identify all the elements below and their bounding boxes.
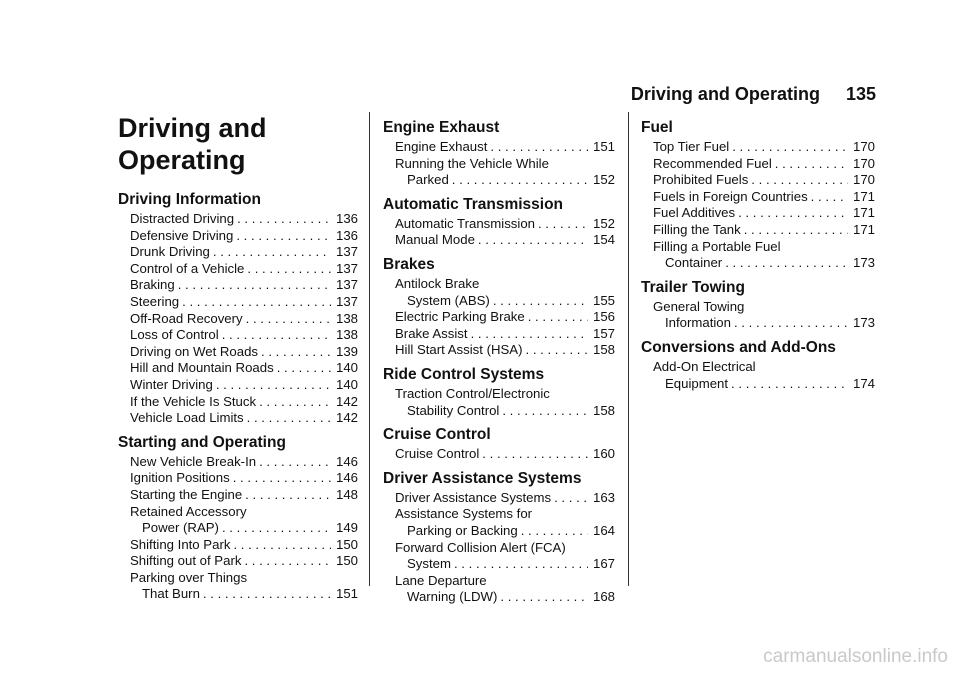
- leader-dots: [452, 172, 588, 189]
- toc-entry-text: Stability Control: [407, 402, 500, 418]
- leader-dots: [454, 556, 588, 573]
- toc-entry-text: Add-On Electrical: [653, 358, 756, 374]
- toc-entry[interactable]: [641, 172, 875, 189]
- toc-entry[interactable]: [118, 537, 358, 554]
- toc-page-number: 152: [592, 172, 615, 188]
- toc-column-1: [118, 112, 358, 603]
- toc-page-number: 137: [335, 260, 358, 276]
- leader-dots: [471, 326, 588, 343]
- toc-page-number: 148: [335, 486, 358, 502]
- toc-page-number: 140: [335, 376, 358, 392]
- toc-entry[interactable]: [641, 239, 875, 272]
- toc-entry-text: Antilock Brake: [395, 275, 480, 291]
- leader-dots: [731, 376, 848, 393]
- toc-page-number: 168: [592, 589, 615, 605]
- chapter-title: Driving and Operating: [118, 113, 267, 175]
- leader-dots: [502, 403, 588, 420]
- toc-entry[interactable]: [118, 311, 358, 328]
- toc-entry[interactable]: [383, 506, 615, 539]
- leader-dots: [261, 344, 331, 361]
- leader-dots: [554, 490, 588, 507]
- toc-page-number: 142: [335, 410, 358, 426]
- toc-entry-text: Hill and Mountain Roads: [130, 360, 274, 376]
- toc-entry-text: Electric Parking Brake: [395, 309, 525, 325]
- toc-page-number: 151: [592, 139, 615, 154]
- column-divider: [369, 112, 370, 586]
- toc-entry-text: Braking: [130, 277, 175, 293]
- toc-entry-text: Information: [665, 315, 731, 331]
- toc-entry[interactable]: [118, 211, 358, 228]
- toc-entry-text: Parked: [407, 172, 449, 188]
- leader-dots: [500, 589, 588, 606]
- leader-dots: [213, 244, 331, 261]
- toc-entry[interactable]: [118, 410, 358, 427]
- toc-entry[interactable]: [641, 139, 875, 156]
- toc-entry-text: Shifting Into Park: [130, 536, 231, 552]
- toc-entry[interactable]: [383, 573, 615, 606]
- leader-dots: [775, 156, 848, 173]
- toc-entry-text: Loss of Control: [130, 327, 219, 343]
- toc-entry-text: Forward Collision Alert (FCA): [395, 539, 566, 555]
- toc-page-number: 149: [335, 520, 358, 536]
- toc-entry[interactable]: [641, 189, 875, 206]
- toc-entry-text: Retained Accessory: [130, 503, 247, 519]
- leader-dots: [233, 470, 331, 487]
- toc-page-number: 151: [335, 586, 358, 602]
- leader-dots: [528, 309, 588, 326]
- toc-entry-text: Assistance Systems for: [395, 506, 533, 522]
- toc-page-number: 164: [592, 522, 615, 538]
- section-heading: Fuel: [641, 119, 673, 136]
- toc-page-number: 170: [852, 155, 875, 171]
- toc-page-number: 155: [592, 292, 615, 308]
- leader-dots: [751, 172, 848, 189]
- toc-page-number: 137: [335, 244, 358, 260]
- section-heading: Driver Assistance Systems: [383, 469, 582, 487]
- toc-page-number: 142: [335, 393, 358, 409]
- leader-dots: [811, 189, 848, 206]
- leader-dots: [277, 360, 331, 377]
- toc-entry[interactable]: [118, 261, 358, 278]
- toc-entry-text: Vehicle Load Limits: [130, 410, 244, 426]
- watermark: carmanualsonline.info: [763, 646, 948, 667]
- leader-dots: [222, 327, 331, 344]
- toc-entry[interactable]: [118, 570, 358, 603]
- toc-entry-text: That Burn: [142, 586, 200, 602]
- section-heading: Automatic Transmission: [383, 195, 564, 213]
- section-heading: Starting and Operating: [118, 433, 286, 451]
- toc-page-number: 138: [335, 310, 358, 326]
- leader-dots: [182, 294, 331, 311]
- toc-entry-text: Prohibited Fuels: [653, 172, 749, 188]
- toc-page-number: 140: [335, 360, 358, 376]
- toc-entry-text: Running the Vehicle While: [395, 155, 549, 171]
- toc-entry-text: If the Vehicle Is Stuck: [130, 393, 257, 409]
- toc-entry[interactable]: [383, 386, 615, 419]
- toc-page-number: 137: [335, 277, 358, 293]
- toc-entry-text: Equipment: [665, 375, 729, 391]
- leader-dots: [734, 315, 848, 332]
- toc-entry-text: System: [407, 556, 451, 572]
- section-heading: Conversions and Add-Ons: [641, 338, 836, 356]
- toc-page-number: 170: [852, 172, 875, 188]
- page-number: 135: [845, 84, 876, 104]
- toc-entry-text: Ignition Positions: [130, 470, 230, 486]
- leader-dots: [237, 211, 331, 228]
- toc-page-number: 170: [852, 139, 875, 154]
- leader-dots: [222, 520, 331, 537]
- toc-entry[interactable]: [118, 294, 358, 311]
- toc-entry-text: Traction Control/Electronic: [395, 385, 550, 401]
- toc-entry[interactable]: [383, 540, 615, 573]
- toc-page-number: 171: [852, 188, 875, 204]
- toc-page-number: 146: [335, 453, 358, 469]
- toc-entry[interactable]: [383, 156, 615, 189]
- toc-page-number: 154: [592, 232, 615, 248]
- leader-dots: [493, 293, 588, 310]
- toc-entry-text: Fuels in Foreign Countries: [653, 188, 808, 204]
- leader-dots: [259, 394, 331, 411]
- toc-entry-text: Power (RAP): [142, 520, 219, 536]
- running-title: Driving and Operating: [630, 84, 820, 104]
- toc-entry-text: General Towing: [653, 298, 745, 314]
- leader-dots: [725, 255, 848, 272]
- toc-entry[interactable]: [383, 326, 615, 343]
- toc-entry[interactable]: [118, 344, 358, 361]
- toc-page-number: 137: [335, 293, 358, 309]
- toc-entry-text: Fuel Additives: [653, 205, 736, 221]
- leader-dots: [538, 216, 588, 233]
- toc-entry-text: Steering: [130, 293, 180, 309]
- toc-entry[interactable]: [118, 360, 358, 377]
- column-divider: [628, 112, 629, 586]
- toc-entry-text: Defensive Driving: [130, 227, 234, 243]
- toc-entry[interactable]: [641, 156, 875, 173]
- toc-entry[interactable]: [383, 490, 615, 507]
- toc-entry[interactable]: [118, 277, 358, 294]
- leader-dots: [521, 523, 588, 540]
- toc-page-number: 138: [335, 327, 358, 343]
- toc-entry[interactable]: [118, 327, 358, 344]
- toc-entry[interactable]: [383, 276, 615, 309]
- toc-page-number: 136: [335, 211, 358, 226]
- toc-entry-text: Drunk Driving: [130, 244, 210, 260]
- section-heading: Driving Information: [118, 191, 261, 208]
- toc-entry[interactable]: [383, 446, 615, 463]
- leader-dots: [246, 311, 331, 328]
- section-heading: Brakes: [383, 255, 435, 273]
- toc-entry-text: Recommended Fuel: [653, 155, 772, 171]
- toc-entry[interactable]: [641, 299, 875, 332]
- leader-dots: [245, 487, 331, 504]
- toc-entry-text: Container: [665, 255, 723, 271]
- section-heading: Cruise Control: [383, 426, 491, 444]
- toc-page-number: 156: [592, 309, 615, 325]
- toc-entry-text: Manual Mode: [395, 232, 475, 248]
- toc-page-number: 160: [592, 446, 615, 462]
- toc-page-number: 146: [335, 470, 358, 486]
- toc-entry-text: Shifting out of Park: [130, 553, 242, 569]
- toc-entry[interactable]: [641, 359, 875, 392]
- toc-entry[interactable]: [383, 342, 615, 359]
- toc-page-number: 158: [592, 342, 615, 358]
- section-heading: Ride Control Systems: [383, 365, 545, 383]
- leader-dots: [247, 410, 331, 427]
- toc-entry[interactable]: [383, 232, 615, 249]
- leader-dots: [203, 586, 331, 603]
- toc-page-number: 173: [852, 255, 875, 271]
- leader-dots: [526, 342, 589, 359]
- toc-entry[interactable]: [118, 504, 358, 537]
- toc-entry[interactable]: [641, 222, 875, 239]
- leader-dots: [738, 205, 848, 222]
- toc-page-number: 150: [335, 553, 358, 569]
- toc-page-number: 152: [592, 215, 615, 231]
- leader-dots: [478, 232, 588, 249]
- toc-entry-text: Brake Assist: [395, 325, 468, 341]
- toc-entry-text: Automatic Transmission: [395, 215, 535, 231]
- toc-entry[interactable]: [118, 394, 358, 411]
- toc-entry[interactable]: [118, 377, 358, 394]
- leader-dots: [244, 553, 331, 570]
- leader-dots: [482, 446, 588, 463]
- leader-dots: [732, 139, 848, 156]
- toc-entry-text: Filling the Tank: [653, 221, 741, 237]
- leader-dots: [259, 454, 331, 471]
- toc-entry-text: Hill Start Assist (HSA): [395, 342, 523, 358]
- section-heading: Engine Exhaust: [383, 119, 500, 136]
- toc-page-number: 136: [335, 227, 358, 243]
- toc-page-number: 171: [852, 221, 875, 237]
- toc-page-number: 158: [592, 402, 615, 418]
- toc-entry-text: Control of a Vehicle: [130, 260, 245, 276]
- toc-entry-text: System (ABS): [407, 292, 490, 308]
- toc-column-2: [383, 112, 615, 606]
- toc-entry[interactable]: [118, 553, 358, 570]
- toc-column-3: [641, 112, 875, 392]
- toc-entry-text: Parking over Things: [130, 569, 248, 585]
- toc-entry-text: Driving on Wet Roads: [130, 343, 259, 359]
- toc-page-number: 139: [335, 343, 358, 359]
- toc-entry[interactable]: [118, 487, 358, 504]
- toc-entry[interactable]: [641, 205, 875, 222]
- page-header: [631, 84, 876, 105]
- toc-entry-text: Starting the Engine: [130, 486, 243, 502]
- toc-entry-text: Top Tier Fuel: [653, 139, 730, 154]
- toc-entry[interactable]: [118, 228, 358, 245]
- leader-dots: [216, 377, 331, 394]
- leader-dots: [744, 222, 848, 239]
- toc-page-number: 174: [852, 375, 875, 391]
- toc-entry-text: Cruise Control: [395, 446, 480, 462]
- toc-page-number: 150: [335, 536, 358, 552]
- toc-page-number: 167: [592, 556, 615, 572]
- toc-entry-text: Off-Road Recovery: [130, 310, 243, 326]
- toc-entry[interactable]: [383, 216, 615, 233]
- toc-page-number: 173: [852, 315, 875, 331]
- toc-entry[interactable]: [118, 244, 358, 261]
- leader-dots: [247, 261, 331, 278]
- toc-entry-text: Lane Departure: [395, 572, 487, 588]
- toc-page-number: 171: [852, 205, 875, 221]
- toc-entry-text: Warning (LDW): [407, 589, 498, 605]
- toc-entry-text: Parking or Backing: [407, 522, 518, 538]
- toc-entry[interactable]: [118, 454, 358, 471]
- leader-dots: [233, 537, 331, 554]
- toc-entry-text: Driver Assistance Systems: [395, 489, 552, 505]
- leader-dots: [490, 139, 588, 156]
- toc-entry-text: New Vehicle Break-In: [130, 453, 257, 469]
- leader-dots: [178, 277, 331, 294]
- section-heading: Trailer Towing: [641, 278, 745, 296]
- toc-page-number: 157: [592, 325, 615, 341]
- toc-entry-text: Winter Driving: [130, 376, 213, 392]
- toc-page-number: 163: [592, 489, 615, 505]
- toc-entry-text: Filling a Portable Fuel: [653, 238, 781, 254]
- toc-entry[interactable]: [118, 470, 358, 487]
- toc-entry[interactable]: [383, 139, 615, 156]
- toc-entry-text: Engine Exhaust: [395, 139, 488, 154]
- leader-dots: [236, 228, 331, 245]
- toc-entry-text: Distracted Driving: [130, 211, 235, 226]
- toc-entry[interactable]: [383, 309, 615, 326]
